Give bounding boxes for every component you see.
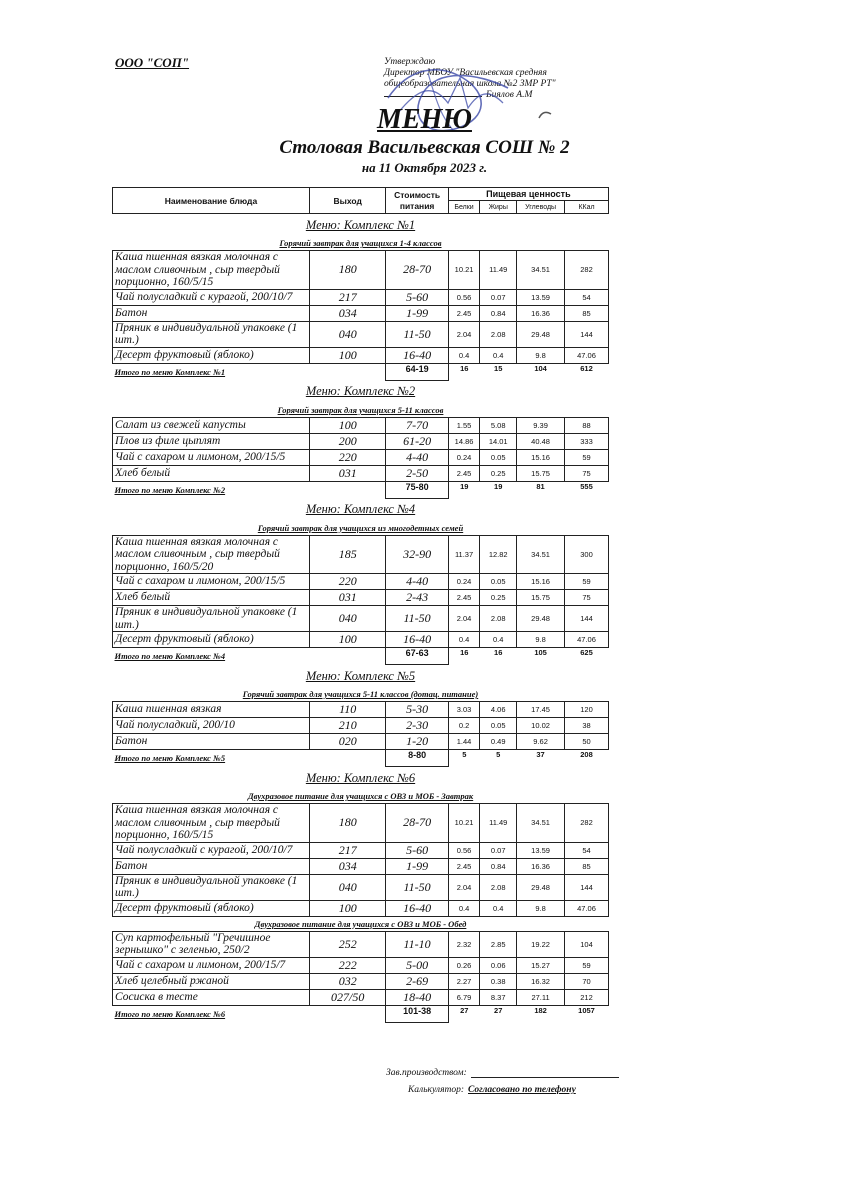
dish-kcal: 104 xyxy=(565,931,609,957)
dish-yield: 040 xyxy=(309,874,386,900)
dish-protein: 0.24 xyxy=(448,574,480,590)
dish-price: 2-69 xyxy=(386,973,448,989)
dish-protein: 11.37 xyxy=(448,535,480,574)
dish-yield: 032 xyxy=(309,973,386,989)
approval-heading: Утверждаю xyxy=(384,57,436,67)
dish-price: 5-30 xyxy=(386,702,448,718)
total-row xyxy=(113,481,609,498)
dish-row xyxy=(113,874,609,900)
dish-fat: 11.49 xyxy=(480,804,517,843)
dish-carbs: 29.48 xyxy=(517,606,565,632)
dish-price: 11-50 xyxy=(386,321,448,347)
dish-name: Суп картофельный "Гречишное зернышко" с зеленью, 250/2 xyxy=(113,931,310,957)
total-row xyxy=(113,363,609,380)
dish-fat: 12.82 xyxy=(480,535,517,574)
total-fat: 5 xyxy=(496,750,501,759)
dish-price: 11-50 xyxy=(386,874,448,900)
total-carbs: 104 xyxy=(534,363,547,373)
dish-name: Плов из филе цыплят xyxy=(113,433,310,449)
total-carbs: 81 xyxy=(536,481,545,491)
dish-name: Десерт фруктовый (яблоко) xyxy=(113,900,310,916)
dish-kcal: 59 xyxy=(565,449,609,465)
dish-row xyxy=(113,957,609,973)
dish-protein: 10.21 xyxy=(448,251,480,290)
dish-fat: 0.25 xyxy=(480,590,517,606)
complex-title-row xyxy=(113,665,609,688)
dish-carbs: 10.02 xyxy=(517,718,565,734)
dish-protein: 0.4 xyxy=(448,900,480,916)
calculator xyxy=(408,1085,576,1095)
dish-carbs: 34.51 xyxy=(517,251,565,290)
dish-row xyxy=(113,734,609,750)
total-protein: 27 xyxy=(460,1005,469,1015)
total-protein: 16 xyxy=(460,648,469,657)
production-manager xyxy=(386,1067,619,1078)
section-subtitle: Горячий завтрак для учащихся 5-11 классов (дотац. питание) xyxy=(242,689,479,699)
dish-carbs: 15.16 xyxy=(517,449,565,465)
dish-protein: 2.04 xyxy=(448,606,480,632)
section-subtitle-row xyxy=(113,403,609,418)
dish-row xyxy=(113,590,609,606)
dish-kcal: 212 xyxy=(565,989,609,1005)
total-price: 75-80 xyxy=(386,481,448,498)
dish-kcal: 47.06 xyxy=(565,632,609,648)
dish-yield: 110 xyxy=(309,702,386,718)
dish-price: 4-40 xyxy=(386,449,448,465)
dish-carbs: 16.36 xyxy=(517,305,565,321)
total-fat: 19 xyxy=(494,481,503,491)
dish-yield: 180 xyxy=(309,804,386,843)
dish-fat: 0.4 xyxy=(480,900,517,916)
dish-row xyxy=(113,289,609,305)
dish-protein: 2.45 xyxy=(448,465,480,481)
dish-name: Салат из свежей капусты xyxy=(113,417,310,433)
total-row xyxy=(113,750,609,767)
dish-protein: 0.56 xyxy=(448,289,480,305)
approval-position: Директор МБОУ "Васильевская средняя xyxy=(384,68,547,78)
dish-protein: 1.44 xyxy=(448,734,480,750)
dish-protein: 0.26 xyxy=(448,957,480,973)
dish-row xyxy=(113,804,609,843)
menu-date: на 11 Октября 2023 г. xyxy=(361,160,488,175)
dish-carbs: 15.27 xyxy=(517,957,565,973)
dish-price: 5-60 xyxy=(386,842,448,858)
dish-yield: 034 xyxy=(309,305,386,321)
production-signature-line xyxy=(471,1067,619,1078)
dish-protein: 2.45 xyxy=(448,590,480,606)
dish-carbs: 29.48 xyxy=(517,874,565,900)
dish-row xyxy=(113,251,609,290)
complex-title-row xyxy=(113,767,609,790)
dish-protein: 2.04 xyxy=(448,874,480,900)
total-fat: 15 xyxy=(494,363,503,373)
dish-row xyxy=(113,900,609,916)
dish-kcal: 54 xyxy=(565,842,609,858)
dish-name: Батон xyxy=(113,858,310,874)
total-protein: 16 xyxy=(460,363,469,373)
complex-title-row xyxy=(113,214,609,237)
dish-price: 16-40 xyxy=(386,347,448,363)
dish-kcal: 144 xyxy=(565,874,609,900)
total-kcal: 555 xyxy=(580,481,593,491)
dish-kcal: 333 xyxy=(565,433,609,449)
dish-fat: 0.07 xyxy=(480,289,517,305)
dish-kcal: 59 xyxy=(565,957,609,973)
dish-yield: 217 xyxy=(309,842,386,858)
dish-protein: 2.04 xyxy=(448,321,480,347)
dish-protein: 0.56 xyxy=(448,842,480,858)
dish-fat: 0.38 xyxy=(480,973,517,989)
production-label: Зав.производством: xyxy=(386,1068,467,1078)
dish-protein: 2.45 xyxy=(448,858,480,874)
dish-row xyxy=(113,632,609,648)
dish-yield: 034 xyxy=(309,858,386,874)
dish-name: Чай с сахаром и лимоном, 200/15/5 xyxy=(113,574,310,590)
total-label: Итого по меню Комплекс №5 xyxy=(114,753,226,764)
dish-kcal: 75 xyxy=(565,590,609,606)
dish-carbs: 9.8 xyxy=(517,900,565,916)
dish-protein: 2.45 xyxy=(448,305,480,321)
section-subtitle-row xyxy=(113,789,609,804)
dish-carbs: 17.45 xyxy=(517,702,565,718)
page-title: МЕНЮ xyxy=(377,104,472,135)
section-subtitle: Двухразовое питание для учащихся с ОВЗ и МОБ - Завтрак xyxy=(247,791,474,801)
dish-kcal: 85 xyxy=(565,858,609,874)
total-price: 64-19 xyxy=(386,363,448,380)
dish-price: 4-40 xyxy=(386,574,448,590)
section-subtitle-row xyxy=(113,236,609,251)
approval-signer: Биялов А.М xyxy=(486,90,533,100)
dish-fat: 8.37 xyxy=(480,989,517,1005)
dish-price: 16-40 xyxy=(386,632,448,648)
dish-price: 2-43 xyxy=(386,590,448,606)
dish-kcal: 70 xyxy=(565,973,609,989)
dish-fat: 0.4 xyxy=(480,632,517,648)
dish-protein: 0.2 xyxy=(448,718,480,734)
dish-price: 18-40 xyxy=(386,989,448,1005)
dish-carbs: 15.16 xyxy=(517,574,565,590)
dish-name: Чай с сахаром и лимоном, 200/15/5 xyxy=(113,449,310,465)
dish-row xyxy=(113,931,609,957)
dish-kcal: 47.06 xyxy=(565,900,609,916)
dish-kcal: 50 xyxy=(565,734,609,750)
dish-name: Десерт фруктовый (яблоко) xyxy=(113,347,310,363)
dish-fat: 0.25 xyxy=(480,465,517,481)
complex-title: Меню: Комплекс №2 xyxy=(305,384,416,398)
dish-row xyxy=(113,465,609,481)
complex-title-row xyxy=(113,498,609,521)
total-carbs: 182 xyxy=(534,1005,547,1015)
dish-protein: 3.03 xyxy=(448,702,480,718)
dish-price: 61-20 xyxy=(386,433,448,449)
section-subtitle: Горячий завтрак для учащихся 1-4 классов xyxy=(279,238,442,248)
dish-name: Каша пшенная вязкая молочная с маслом сливочным , сыр твердый порционно, 160/5/15 xyxy=(113,804,310,843)
dish-kcal: 85 xyxy=(565,305,609,321)
dish-price: 11-50 xyxy=(386,606,448,632)
dish-name: Чай полусладкий с курагой, 200/10/7 xyxy=(113,289,310,305)
dish-row xyxy=(113,842,609,858)
dish-carbs: 9.39 xyxy=(517,417,565,433)
dish-name: Хлеб белый xyxy=(113,465,310,481)
menu-table xyxy=(112,187,609,1023)
dish-row xyxy=(113,347,609,363)
dish-carbs: 15.75 xyxy=(517,465,565,481)
dish-name: Батон xyxy=(113,734,310,750)
total-label: Итого по меню Комплекс №1 xyxy=(114,366,226,377)
section-subtitle-row xyxy=(113,521,609,536)
header-fat: Жиры xyxy=(480,201,517,214)
dish-protein: 10.21 xyxy=(448,804,480,843)
dish-carbs: 34.51 xyxy=(517,804,565,843)
dish-carbs: 9.62 xyxy=(517,734,565,750)
section-subtitle-row xyxy=(113,687,609,702)
dish-name: Батон xyxy=(113,305,310,321)
total-protein: 5 xyxy=(462,750,467,759)
dish-kcal: 144 xyxy=(565,321,609,347)
dish-yield: 100 xyxy=(309,417,386,433)
dish-price: 5-60 xyxy=(386,289,448,305)
dish-yield: 210 xyxy=(309,718,386,734)
dish-row xyxy=(113,321,609,347)
dish-protein: 2.32 xyxy=(448,931,480,957)
total-kcal: 1057 xyxy=(578,1005,595,1015)
dish-row xyxy=(113,433,609,449)
complex-title-row xyxy=(113,380,609,403)
total-label: Итого по меню Комплекс №4 xyxy=(114,651,226,662)
total-row xyxy=(113,648,609,665)
dish-price: 11-10 xyxy=(386,931,448,957)
dish-yield: 252 xyxy=(309,931,386,957)
header-nutrition: Пищевая ценность xyxy=(448,188,608,201)
dish-price: 16-40 xyxy=(386,900,448,916)
dish-protein: 0.4 xyxy=(448,347,480,363)
dish-row xyxy=(113,973,609,989)
dish-carbs: 34.51 xyxy=(517,535,565,574)
dish-row xyxy=(113,989,609,1005)
header-protein: Белки xyxy=(448,201,480,214)
dish-yield: 180 xyxy=(309,251,386,290)
dish-row xyxy=(113,449,609,465)
total-kcal: 625 xyxy=(580,648,593,657)
total-kcal: 208 xyxy=(580,750,593,759)
dish-fat: 2.85 xyxy=(480,931,517,957)
dish-name: Хлеб целебный ржаной xyxy=(113,973,310,989)
dish-carbs: 9.8 xyxy=(517,632,565,648)
approval-school: общеобразовательная школа №2 ЗМР РТ" xyxy=(384,79,556,89)
dish-kcal: 54 xyxy=(565,289,609,305)
dish-fat: 0.07 xyxy=(480,842,517,858)
header-kcal: ККал xyxy=(565,201,609,214)
dish-yield: 222 xyxy=(309,957,386,973)
dish-fat: 2.08 xyxy=(480,874,517,900)
menu-body xyxy=(113,214,609,1023)
dish-fat: 14.01 xyxy=(480,433,517,449)
dish-yield: 200 xyxy=(309,433,386,449)
dish-yield: 027/50 xyxy=(309,989,386,1005)
dish-name: Пряник в индивидуальной упаковке (1 шт.) xyxy=(113,321,310,347)
dish-name: Каша пшенная вязкая молочная с маслом сливочным , сыр твердый порционно, 160/5/15 xyxy=(113,251,310,290)
dish-carbs: 9.8 xyxy=(517,347,565,363)
total-price: 101-38 xyxy=(386,1005,448,1022)
dish-fat: 2.08 xyxy=(480,321,517,347)
dish-yield: 100 xyxy=(309,347,386,363)
dish-carbs: 29.48 xyxy=(517,321,565,347)
dish-fat: 0.05 xyxy=(480,574,517,590)
dish-carbs: 16.36 xyxy=(517,858,565,874)
dish-carbs: 15.75 xyxy=(517,590,565,606)
dish-name: Десерт фруктовый (яблоко) xyxy=(113,632,310,648)
dish-name: Каша пшенная вязкая молочная с маслом сливочным , сыр твердый порционно, 160/5/20 xyxy=(113,535,310,574)
dish-kcal: 300 xyxy=(565,535,609,574)
total-row xyxy=(113,1005,609,1022)
dish-fat: 2.08 xyxy=(480,606,517,632)
dish-carbs: 16.32 xyxy=(517,973,565,989)
dish-fat: 0.05 xyxy=(480,718,517,734)
total-carbs: 105 xyxy=(534,648,547,657)
dish-fat: 0.49 xyxy=(480,734,517,750)
dish-yield: 040 xyxy=(309,606,386,632)
organization-name: ООО "СОП" xyxy=(115,55,190,70)
dish-row xyxy=(113,606,609,632)
dish-name: Чай полусладкий, 200/10 xyxy=(113,718,310,734)
dish-protein: 0.4 xyxy=(448,632,480,648)
dish-price: 1-20 xyxy=(386,734,448,750)
complex-title: Меню: Комплекс №5 xyxy=(305,668,416,683)
dish-row xyxy=(113,535,609,574)
dish-yield: 100 xyxy=(309,900,386,916)
dish-protein: 2.27 xyxy=(448,973,480,989)
dish-yield: 031 xyxy=(309,465,386,481)
calculator-value: Согласовано по телефону xyxy=(468,1085,576,1095)
total-kcal: 612 xyxy=(580,363,593,373)
dish-name: Чай с сахаром и лимоном, 200/15/7 xyxy=(113,957,310,973)
dish-yield: 100 xyxy=(309,632,386,648)
dish-name: Сосиска в тесте xyxy=(113,989,310,1005)
dish-protein: 6.79 xyxy=(448,989,480,1005)
dish-kcal: 38 xyxy=(565,718,609,734)
dish-name: Пряник в индивидуальной упаковке (1 шт.) xyxy=(113,874,310,900)
dish-fat: 5.08 xyxy=(480,417,517,433)
total-label: Итого по меню Комплекс №2 xyxy=(114,484,226,495)
dish-yield: 185 xyxy=(309,535,386,574)
dish-price: 28-70 xyxy=(386,251,448,290)
dish-carbs: 27.11 xyxy=(517,989,565,1005)
dish-kcal: 282 xyxy=(565,804,609,843)
complex-title: Меню: Комплекс №4 xyxy=(305,502,416,516)
dish-yield: 220 xyxy=(309,574,386,590)
dish-row xyxy=(113,305,609,321)
dish-price: 7-70 xyxy=(386,417,448,433)
dish-protein: 1.55 xyxy=(448,417,480,433)
section-subtitle: Двухразовое питание для учащихся с ОВЗ и МОБ - Обед xyxy=(254,918,467,929)
dish-carbs: 40.48 xyxy=(517,433,565,449)
page-subtitle: Столовая Васильевская СОШ № 2 xyxy=(279,137,570,158)
dish-yield: 031 xyxy=(309,590,386,606)
dish-row xyxy=(113,702,609,718)
dish-kcal: 120 xyxy=(565,702,609,718)
total-fat: 16 xyxy=(494,648,503,657)
dish-kcal: 144 xyxy=(565,606,609,632)
dish-name: Пряник в индивидуальной упаковке (1 шт.) xyxy=(113,606,310,632)
dish-row xyxy=(113,417,609,433)
dish-price: 28-70 xyxy=(386,804,448,843)
total-price: 8-80 xyxy=(386,750,448,767)
dish-fat: 0.84 xyxy=(480,858,517,874)
header-dish-name: Наименование блюда xyxy=(113,188,310,214)
dish-yield: 020 xyxy=(309,734,386,750)
total-label: Итого по меню Комплекс №6 xyxy=(114,1008,226,1019)
dish-row xyxy=(113,574,609,590)
section-subtitle-row xyxy=(113,916,609,931)
complex-title: Меню: Комплекс №6 xyxy=(305,770,416,785)
dish-protein: 0.24 xyxy=(448,449,480,465)
dish-carbs: 19.22 xyxy=(517,931,565,957)
dish-price: 32-90 xyxy=(386,535,448,574)
dish-kcal: 59 xyxy=(565,574,609,590)
total-protein: 19 xyxy=(460,481,469,491)
dish-fat: 4.06 xyxy=(480,702,517,718)
header-carbs: Углеводы xyxy=(517,201,565,214)
dish-price: 2-30 xyxy=(386,718,448,734)
dish-name: Хлеб белый xyxy=(113,590,310,606)
section-subtitle: Горячий завтрак для учащихся 5-11 классов xyxy=(277,404,444,415)
dish-carbs: 13.59 xyxy=(517,289,565,305)
dish-yield: 220 xyxy=(309,449,386,465)
dish-fat: 0.06 xyxy=(480,957,517,973)
header-yield: Выход xyxy=(309,188,386,214)
total-fat: 27 xyxy=(494,1005,503,1015)
total-price: 67-63 xyxy=(386,648,448,665)
dish-carbs: 13.59 xyxy=(517,842,565,858)
dish-price: 1-99 xyxy=(386,305,448,321)
dish-price: 5-00 xyxy=(386,957,448,973)
total-carbs: 37 xyxy=(536,750,545,759)
header-price: Стоимость питания xyxy=(386,188,448,214)
dish-row xyxy=(113,858,609,874)
dish-name: Чай полусладкий с курагой, 200/10/7 xyxy=(113,842,310,858)
dish-kcal: 75 xyxy=(565,465,609,481)
dish-fat: 0.4 xyxy=(480,347,517,363)
dish-name: Каша пшенная вязкая xyxy=(113,702,310,718)
dish-kcal: 47.06 xyxy=(565,347,609,363)
section-subtitle: Горячий завтрак для учащихся из многодетных семей xyxy=(257,522,464,533)
dish-fat: 11.49 xyxy=(480,251,517,290)
dish-row xyxy=(113,718,609,734)
dish-yield: 040 xyxy=(309,321,386,347)
dish-price: 1-99 xyxy=(386,858,448,874)
dish-fat: 0.05 xyxy=(480,449,517,465)
dish-kcal: 88 xyxy=(565,417,609,433)
dish-kcal: 282 xyxy=(565,251,609,290)
dish-protein: 14.86 xyxy=(448,433,480,449)
dish-price: 2-50 xyxy=(386,465,448,481)
complex-title: Меню: Комплекс №1 xyxy=(305,217,416,232)
dish-yield: 217 xyxy=(309,289,386,305)
dish-fat: 0.84 xyxy=(480,305,517,321)
calculator-label: Калькулятор: xyxy=(408,1085,465,1095)
